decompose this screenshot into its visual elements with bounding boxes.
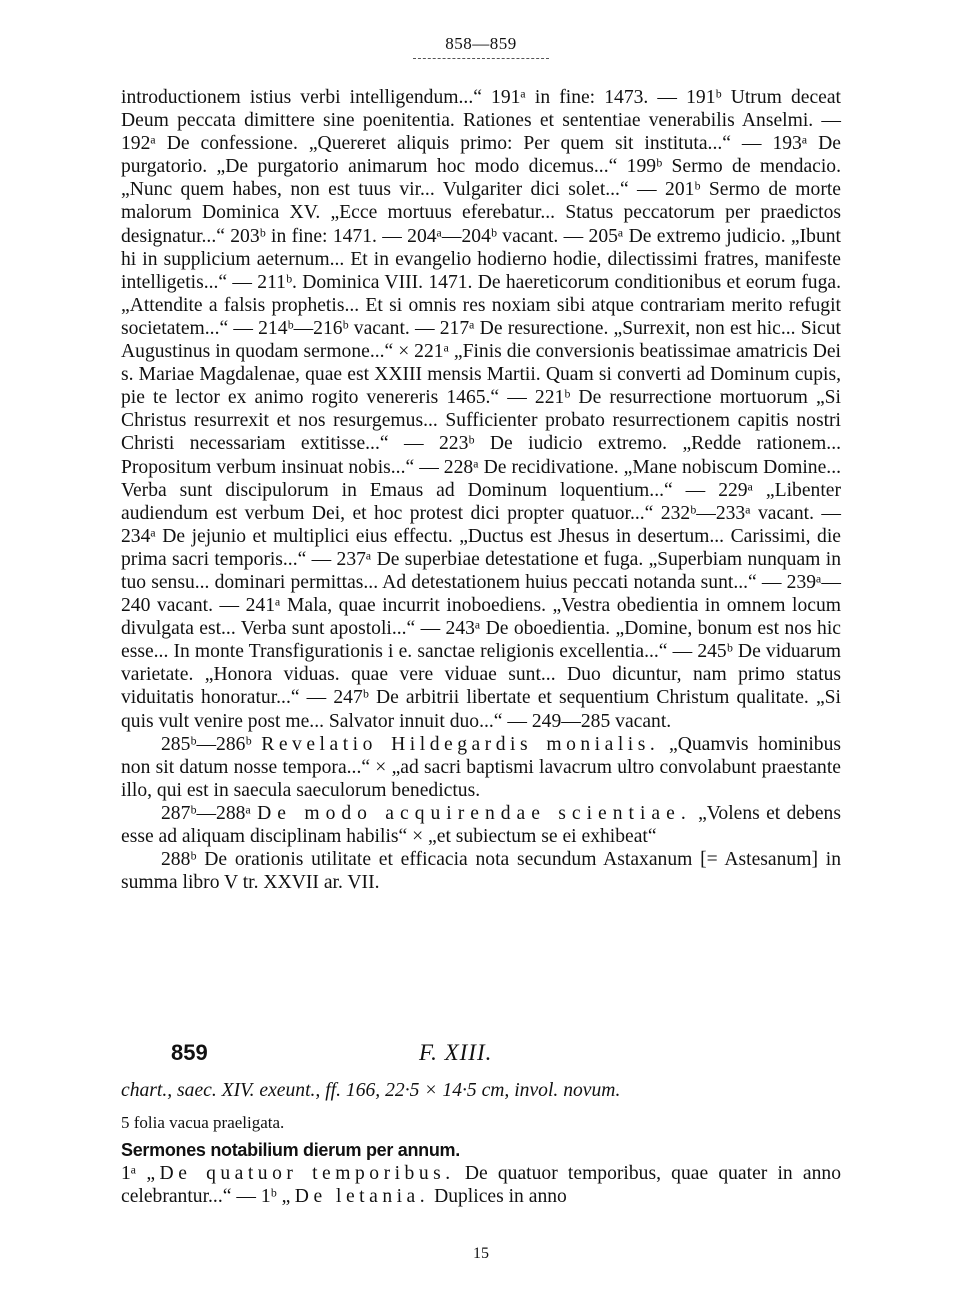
paragraph-revelatio <box>121 733 841 802</box>
paragraph-oratio: 288ᵇ De orationis utilitate et efficacia nota secundum Astaxanum [= Astesanum] in summa libro V tr. XXVII ar. VII. <box>121 849 841 894</box>
entry-description: chart., saec. XIV. exeunt., ff. 166, 22·5 × 14·5 cm, invol. novum. <box>121 1080 621 1101</box>
entry-body <box>121 1162 841 1208</box>
entry-header <box>121 1040 841 1074</box>
paragraph-contents: introductionem istius verbi intelligendum...“ 191ᵃ in fine: 1473. — 191ᵇ Utrum deceat Deum peccata dimittere sine poenitentia. Rationes et sententiae venerabilis Anselmi. — 192ᵃ De confessione. „Quereret aliquis primo: Per quem sit instituta...“ — 193ᵃ De purgatorio. „De purgatorio animarum hoc modo dicemus...“ 199ᵇ Sermo de mendacio. „Nunc quem habes, non est tuus vir... Vulgariter dici solet...“ — 201ᵇ Sermo de morte malorum Dominica XV. „Ecce mortuus eferebatur... Status peccatorum per praedictos designatur...“ 203ᵇ in fine: 1471. — 204ᵃ—204ᵇ vacant. — 205ᵃ De extremo judicio. „Ibunt hi in supplicium aeternum... Et in evangelio hodierno hodie, dilectissimi fratres, manifeste intelligetis...“ — 211ᵇ. Dominica VIII. 1471. De haereticorum conditionibus et eorum fuga. „Attendite a falsis prophetis... Et si omnis res noxiam sibi atque contrariam merito refugit societatem...“ — 214ᵇ—216ᵇ vacant. — 217ᵃ De resurectione. „Surrexit, non est hic... Sicut Augustinus in quodam sermone...“ × 221ᵃ „Finis die conversionis beatissimae amatricis Dei s. Mariae Magdalenae, quae est XXIII mensis Martii. Quam si converti ad Dominum cupis, pie te lector ex animo rogito venereris 1465.“ — 221ᵇ De resurrectione mortuorum „Si Christus resurrexit et nos resurgemus... Sufficienter probato resurrectionem capitis nostri Christi necessariam extitisse...“ — 223ᵇ De iudicio extremo. „Redde rationem... Propositum verbum insinuat nobis...“ — 228ᵃ De recidivatione. „Mane nobiscum Domine... Verba sunt discipulorum in Emaus ad Dominum loquentium...“ — 229ᵃ „Libenter audiendum est verbum Dei, et hoc protest dici propter quatuor...“ 232ᵇ—233ᵃ vacant. — 234ᵃ De jejunio et multiplici eius effectu. „Ductus est Jhesus in desertum... Carissimi, die prima sacri temporis...“ — 237ᵃ De superbiae detestatione et fuga. „Superbiam nunquam in tuo sensu... dominari permittas... Ad detestationem huius peccati notanda sunt...“ — 239ᵃ—240 vacant. — 241ᵃ Mala, quae incurrit inoboediens. „Vestra obedientia in omnem locum divulgata est... Verba sunt apostoli...“ — 243ᵃ De oboedientia. „Domine, bonum est nos hic esse... In monte Transfigurationis i e. sanctae religionis excellentia...“ — 245ᵇ De viduarum varietate. „Honora viduas. quae vere viduae sunt... Duo dicuntur, nam primo status viduitatis honoratur...“ — 247ᵇ De arbitrii libertate et sequentium Christum qualitate. „Si quis vult venire post me... Salvator innuit duo...“ — 249—285 vacant. <box>121 87 841 732</box>
page-number: 15 <box>473 1245 489 1262</box>
spaced-title-2: „De letania. <box>281 1186 430 1208</box>
spaced-title: „De quatuor temporibus. <box>146 1163 455 1184</box>
section-title: Sermones notabilium dierum per annum. <box>121 1140 460 1160</box>
entry-first-item <box>121 1162 841 1208</box>
folio-range: 287ᵇ—288ᵃ <box>161 802 251 824</box>
header-rule <box>413 58 549 59</box>
spaced-title: Revelatio Hildegardis monialis. <box>261 733 660 755</box>
entry-note: 5 folia vacua praeligata. <box>121 1113 285 1132</box>
running-head: 858—859 <box>445 34 517 53</box>
folio-range: 285ᵇ—286ᵇ <box>161 733 252 755</box>
entry-number: 859 <box>171 1040 208 1065</box>
catalog-text <box>121 86 841 894</box>
paragraph-scientia <box>121 802 841 848</box>
incipit-explicit: „Volens et debens esse ad aliquam disciplinam habilis“ × „et subiectum se ei exhibeat“ <box>121 802 841 847</box>
entry-signature: F. XIII. <box>419 1040 493 1065</box>
item-text: De quatuor temporibus, quae quater in anno celebrantur...“ — 1ᵇ <box>121 1163 841 1208</box>
spaced-title: De modo acquirendae scientiae. <box>257 802 692 824</box>
item-tail: Duplices in anno <box>434 1186 567 1208</box>
incipit-explicit: „Quamvis hominibus non sit datum nosse tempora...“ × „ad sacri baptismi lavacrum ultro convolabunt praestante illo, qui est in saecula saeculorum benedictus. <box>121 733 841 801</box>
folio-number: 1ᵃ <box>121 1163 137 1184</box>
